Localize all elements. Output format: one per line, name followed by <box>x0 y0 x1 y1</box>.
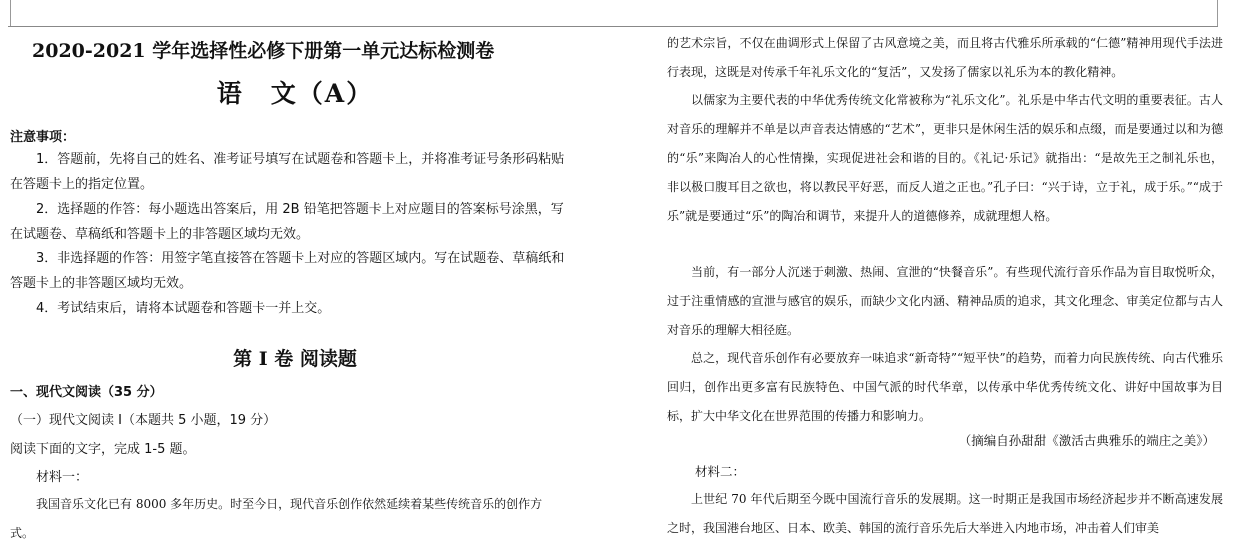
material2-paragraph: 上世纪 70 年代后期至今既中国流行音乐的发展期。这一时期正是我国市场经济起步并不断高速发展之时，我国港台地区、日本、欧美、韩国的流行音乐先后大举进入内地市场，冲击着人们审美 <box>667 492 1223 535</box>
subject-title: 语 文（A） <box>216 79 374 108</box>
paragraph-conclusion: 总之，现代音乐创作有必要放弃一味追求“新奇特”“短平快”的趋势，而着力向民族传统、向古代雅乐回归，创作出更多富有民族特色、中国气派的时代华章，以传承中华优秀传统文化、讲好中国故事为目标，扩大中华文化在世界范围的传播力和影响力。 <box>667 351 1223 423</box>
source-citation: （摘编自孙甜甜《激活古典雅乐的端庄之美》） <box>958 433 1215 448</box>
sub-heading: （一）现代文阅读 I（本题共 5 小题，19 分） <box>10 413 277 428</box>
notice-item-2: 2．选择题的作答：每小题选出答案后，用 2B 铅笔把答题卡上对应题目的答案标号涂黑，写在试题卷、草稿纸和答题卡上的非答题区域均无效。 <box>10 202 564 242</box>
page-corner-mark-right <box>1217 0 1228 26</box>
section-title: 第 I 卷 阅读题 <box>233 348 357 370</box>
material1-text-line1: 我国音乐文化已有 8000 多年历史。时至今日，现代音乐创作依然延续着某些传统音乐的创作方 <box>36 497 543 511</box>
paragraph-liyue-culture: 以儒家为主要代表的中华优秀传统文化常被称为“礼乐文化”。礼乐是中华古代文明的重要表征。古人对音乐的理解并不单是以声音表达情感的“艺术”，更非只是休闲生活的娱乐和点缀，而是要通过以和为德的“乐”来陶冶人的心性情操，实现促进社会和谐的目的。《礼记·乐记》就指出：“是故先王之制礼乐也，非以极口腹耳目之欲也，将以教民平好恶，而反人道之正也。”孔子曰：“兴于诗，立于礼，成于乐。”“成于乐”就是要通过“乐”的陶冶和调节，来提升人的道德修养，成就理想人格。 <box>667 93 1223 223</box>
notice-item-3: 3．非选择题的作答：用签字笔直接答在答题卡上对应的答题区域内。写在试题卷、草稿纸和答题卡上的非答题区域均无效。 <box>10 251 565 291</box>
page-top-rule <box>8 26 1218 27</box>
material2-label: 材料二： <box>695 464 746 479</box>
page-corner-mark-left <box>0 0 11 26</box>
material1-label: 材料一： <box>36 470 89 485</box>
notice-item-4: 4．考试结束后，请将本试题卷和答题卡一并上交。 <box>36 301 331 316</box>
paragraph-fast-food-music: 当前，有一部分人沉迷于刺激、热闹、宣泄的“快餐音乐”。有些现代流行音乐作品为盲目取悦听众，过于注重情感的宣泄与感官的娱乐，而缺少文化内涵、精神品质的追求，其文化理念、审美定位都与古人对音乐的理解大相径庭。 <box>667 265 1223 337</box>
reading-instruction: 阅读下面的文字，完成 1-5 题。 <box>10 442 196 457</box>
paragraph-continued: 的艺术宗旨，不仅在曲调形式上保留了古风意境之美，而且将古代雅乐所承载的“仁德”精神用现代手法进行表现，这既是对传承千年礼乐文化的“复活”，又发扬了儒家以礼乐为本的教化精神。 <box>667 36 1223 79</box>
part-heading: 一、现代文阅读（35 分） <box>10 385 163 400</box>
right-column <box>667 30 1223 541</box>
notice-item-1: 1．答题前，先将自己的姓名、准考证号填写在试题卷和答题卡上，并将准考证号条形码粘贴在答题卡上的指定位置。 <box>10 152 565 192</box>
material1-text-line2: 式。 <box>10 526 35 540</box>
left-column <box>10 30 580 541</box>
exam-title: 2020-2021 学年选择性必修下册第一单元达标检测卷 <box>32 40 495 62</box>
notice-heading: 注意事项： <box>10 130 76 145</box>
